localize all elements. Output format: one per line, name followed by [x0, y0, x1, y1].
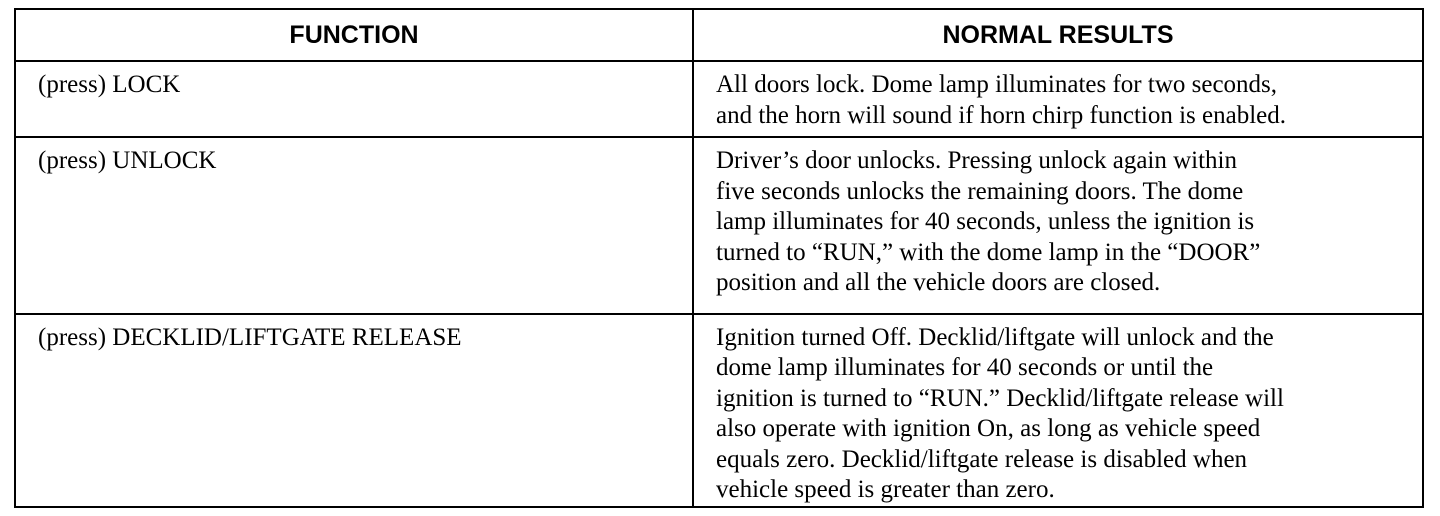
result-line: position and all the vehicle doors are closed.: [716, 269, 1161, 297]
result-cell-lock: [693, 61, 1423, 137]
result-line: and the horn will sound if horn chirp function is enabled.: [716, 101, 1287, 129]
result-cell-decklid-release: [693, 314, 1423, 507]
result-line: lamp illuminates for 40 seconds, unless the ignition is: [716, 208, 1255, 236]
table-row: [15, 61, 1423, 137]
function-cell-lock: (press) LOCK: [15, 61, 693, 137]
result-line: vehicle speed is greater than zero.: [716, 476, 1055, 504]
result-line: turned to “RUN,” with the dome lamp in the “DOOR”: [716, 238, 1261, 266]
table-header-row: [15, 9, 1423, 61]
function-cell-unlock: (press) UNLOCK: [15, 137, 693, 313]
result-line: Ignition turned Off. Decklid/liftgate will unlock and the: [716, 323, 1274, 351]
table-row: [15, 314, 1423, 507]
result-line: Driver’s door unlocks. Pressing unlock again within: [716, 147, 1237, 175]
result-line: All doors lock. Dome lamp illuminates for two seconds,: [716, 71, 1278, 98]
result-line: also operate with ignition On, as long as vehicle speed: [716, 415, 1261, 443]
function-results-table: [14, 8, 1424, 508]
result-line: equals zero. Decklid/liftgate release is disabled when: [716, 445, 1248, 473]
result-cell-unlock: [693, 137, 1423, 313]
header-normal-results: NORMAL RESULTS: [693, 9, 1423, 61]
function-cell-decklid-release: (press) DECKLID/LIFTGATE RELEASE: [15, 314, 693, 507]
keyless-entry-function-table: [14, 8, 1422, 508]
result-line: ignition is turned to “RUN.” Decklid/liftgate release will: [716, 384, 1284, 412]
result-line: dome lamp illuminates for 40 seconds or until the: [716, 354, 1214, 382]
header-function: FUNCTION: [15, 9, 693, 61]
result-line: five seconds unlocks the remaining doors. The dome: [716, 177, 1244, 205]
table-row: [15, 137, 1423, 313]
